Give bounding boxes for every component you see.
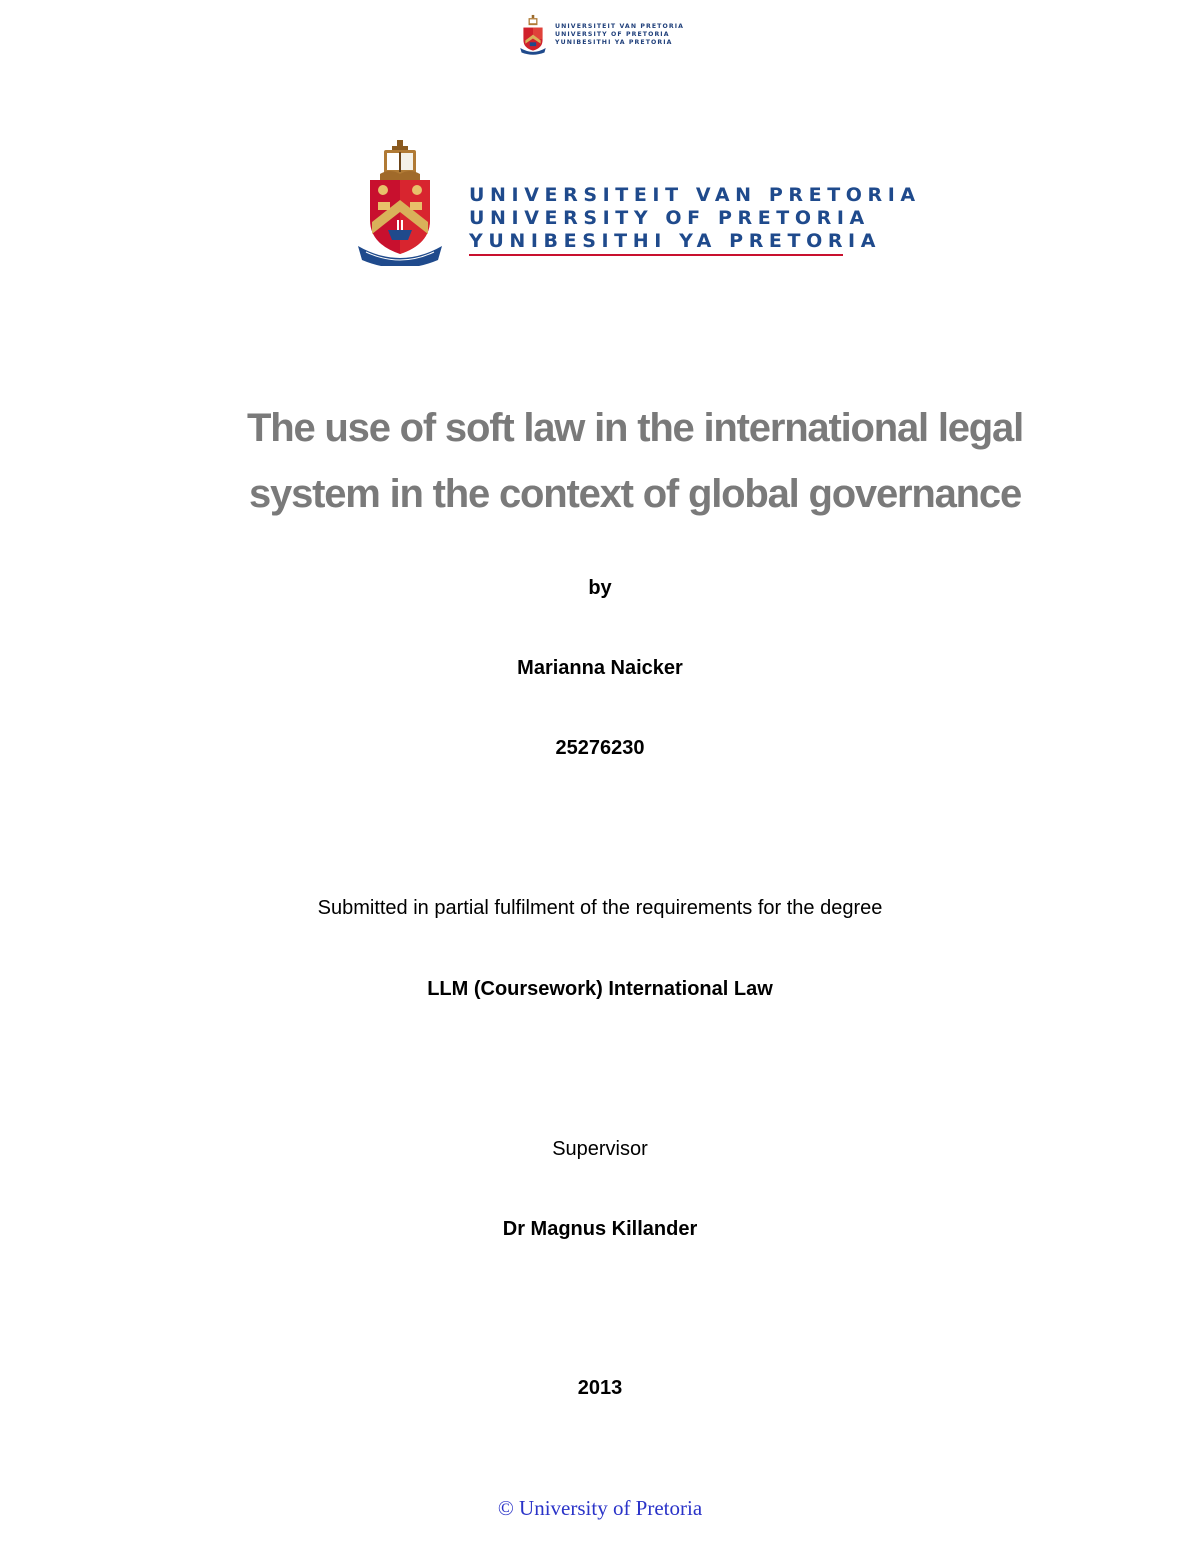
header-logo-text (555, 23, 684, 47)
supervisor-name: Dr Magnus Killander (502, 1218, 698, 1240)
header-logo (519, 12, 689, 58)
degree-name: LLM (Coursework) International Law (427, 978, 773, 1000)
by-label: by (588, 577, 612, 599)
header-logo-line-2: UNIVERSITY OF PRETORIA (555, 31, 670, 38)
university-name-afrikaans: UNIVERSITEIT VAN PRETORIA (469, 184, 921, 206)
university-crest-icon (356, 140, 444, 266)
submission-statement: Submitted in partial fulfilment of the requirements for the degree (317, 897, 883, 919)
student-number: 25276230 (555, 737, 645, 759)
dissertation-title (200, 395, 1070, 527)
logo-underline (469, 254, 843, 256)
author-name: Marianna Naicker (517, 657, 683, 679)
year: 2013 (577, 1377, 623, 1399)
university-name-english: UNIVERSITY OF PRETORIA (469, 207, 870, 229)
university-name-sepedi: YUNIBESITHI YA PRETORIA (469, 230, 882, 252)
title-line-2: system in the context of global governance (248, 472, 1021, 516)
copyright-notice: © University of Pretoria (497, 1496, 703, 1520)
university-logo (356, 140, 921, 268)
title-line-1: The use of soft law in the international legal (246, 406, 1023, 450)
university-names (469, 184, 921, 253)
supervisor-label: Supervisor (552, 1138, 648, 1160)
header-logo-line-1: UNIVERSITEIT VAN PRETORIA (555, 23, 685, 30)
header-logo-line-3: YUNIBESITHI YA PRETORIA (555, 39, 673, 46)
university-crest-icon (519, 13, 547, 57)
